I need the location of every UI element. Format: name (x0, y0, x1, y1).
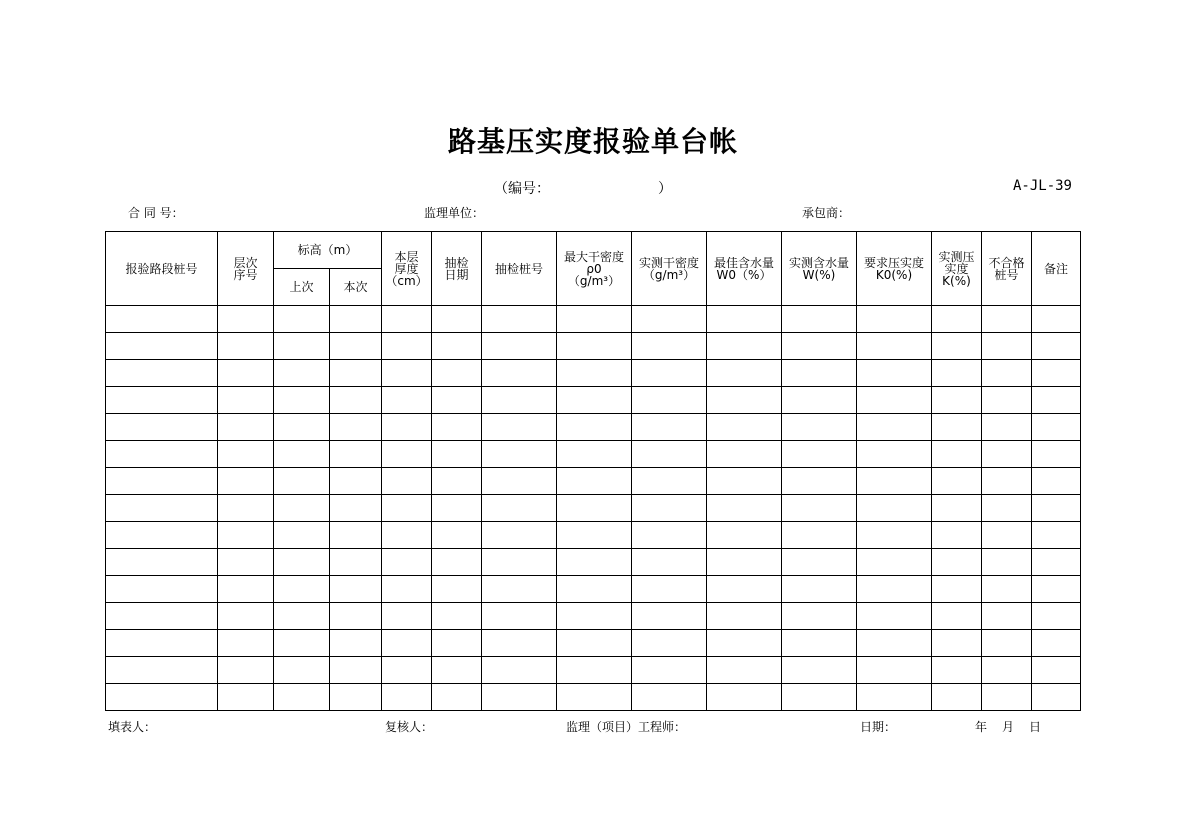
table-cell[interactable] (557, 549, 632, 576)
table-cell[interactable] (274, 387, 330, 414)
table-cell[interactable] (218, 630, 274, 657)
table-cell[interactable] (557, 387, 632, 414)
table-cell[interactable] (707, 684, 782, 711)
table-cell[interactable] (782, 387, 857, 414)
table-cell[interactable] (482, 441, 557, 468)
table-row (106, 360, 1081, 387)
table-cell[interactable] (857, 360, 932, 387)
table-cell[interactable] (707, 576, 782, 603)
table-cell[interactable] (932, 441, 982, 468)
table-cell[interactable] (982, 360, 1032, 387)
table-cell[interactable] (274, 522, 330, 549)
table-cell[interactable] (106, 630, 218, 657)
table-cell[interactable] (382, 630, 432, 657)
table-cell[interactable] (218, 495, 274, 522)
table-cell[interactable] (218, 603, 274, 630)
table-cell[interactable] (106, 603, 218, 630)
table-row (106, 522, 1081, 549)
table-body (106, 306, 1081, 711)
table-cell[interactable] (632, 576, 707, 603)
header-measured-water: 实测含水量 W(%) (782, 232, 857, 306)
table-cell[interactable] (106, 441, 218, 468)
table-cell[interactable] (106, 684, 218, 711)
table-cell[interactable] (707, 360, 782, 387)
table-cell[interactable] (782, 549, 857, 576)
table-cell[interactable] (330, 495, 382, 522)
table-cell[interactable] (557, 684, 632, 711)
table-cell[interactable] (330, 441, 382, 468)
table-cell[interactable] (857, 387, 932, 414)
form-number: A-JL-39 (1012, 178, 1072, 194)
table-cell[interactable] (218, 387, 274, 414)
code-label: （编号： (494, 181, 550, 197)
table-row (106, 333, 1081, 360)
table-cell[interactable] (432, 495, 482, 522)
table-cell[interactable] (982, 306, 1032, 333)
supervisor-label: 监理单位： (424, 206, 485, 220)
year-label: 年 (975, 720, 988, 734)
table-cell[interactable] (707, 414, 782, 441)
table-cell[interactable] (857, 306, 932, 333)
table-cell[interactable] (982, 468, 1032, 495)
table-cell[interactable] (274, 549, 330, 576)
table-cell[interactable] (432, 522, 482, 549)
table-cell[interactable] (482, 549, 557, 576)
table-cell[interactable] (932, 549, 982, 576)
filler-label: 填表人： (108, 720, 157, 734)
table-cell[interactable] (432, 603, 482, 630)
table-cell[interactable] (330, 360, 382, 387)
table-cell[interactable] (274, 306, 330, 333)
table-cell[interactable] (982, 522, 1032, 549)
table-cell[interactable] (274, 495, 330, 522)
table-cell[interactable] (982, 657, 1032, 684)
table-cell[interactable] (857, 576, 932, 603)
table-cell[interactable] (274, 603, 330, 630)
contract-label: 合 同 号： (128, 206, 184, 220)
table-cell[interactable] (382, 306, 432, 333)
table-cell[interactable] (932, 684, 982, 711)
table-cell[interactable] (1032, 522, 1081, 549)
table-cell[interactable] (330, 468, 382, 495)
header-max-density: 最大干密度 ρ0 （g/m³） (557, 232, 632, 306)
table-cell[interactable] (330, 414, 382, 441)
table-cell[interactable] (782, 441, 857, 468)
table-cell[interactable] (218, 549, 274, 576)
table-cell[interactable] (782, 468, 857, 495)
table-cell[interactable] (707, 522, 782, 549)
table-cell[interactable] (632, 603, 707, 630)
table-cell[interactable] (982, 576, 1032, 603)
table-cell[interactable] (106, 549, 218, 576)
table-cell[interactable] (432, 549, 482, 576)
table-cell[interactable] (782, 630, 857, 657)
table-cell[interactable] (330, 387, 382, 414)
table-cell[interactable] (330, 549, 382, 576)
table-cell[interactable] (1032, 657, 1081, 684)
table-cell[interactable] (557, 306, 632, 333)
code-row (0, 178, 1186, 198)
table-cell[interactable] (432, 360, 482, 387)
table-cell[interactable] (382, 360, 432, 387)
header-elev-curr: 本次 (330, 269, 382, 306)
table-cell[interactable] (932, 495, 982, 522)
table-row (106, 603, 1081, 630)
table-cell[interactable] (274, 360, 330, 387)
table-cell[interactable] (857, 414, 932, 441)
table-cell[interactable] (106, 468, 218, 495)
table-cell[interactable] (382, 468, 432, 495)
month-label: 月 (1002, 720, 1015, 734)
table-cell[interactable] (382, 441, 432, 468)
table-cell[interactable] (632, 522, 707, 549)
table-cell[interactable] (932, 360, 982, 387)
table-cell[interactable] (330, 657, 382, 684)
table-cell[interactable] (432, 684, 482, 711)
table-cell[interactable] (106, 387, 218, 414)
table-cell[interactable] (382, 414, 432, 441)
table-cell[interactable] (382, 333, 432, 360)
table-cell[interactable] (782, 495, 857, 522)
table-cell[interactable] (432, 468, 482, 495)
table-cell[interactable] (432, 657, 482, 684)
table-cell[interactable] (106, 657, 218, 684)
table-cell[interactable] (707, 306, 782, 333)
table-cell[interactable] (707, 549, 782, 576)
table-row (106, 630, 1081, 657)
table-cell[interactable] (482, 387, 557, 414)
table-cell[interactable] (857, 441, 932, 468)
code-close: ） (658, 181, 672, 197)
table-cell[interactable] (932, 603, 982, 630)
table-cell[interactable] (1032, 414, 1081, 441)
table-cell[interactable] (1032, 549, 1081, 576)
table-cell[interactable] (857, 522, 932, 549)
table-cell[interactable] (982, 441, 1032, 468)
table-cell[interactable] (106, 522, 218, 549)
table-row (106, 306, 1081, 333)
table-cell[interactable] (932, 630, 982, 657)
table-cell[interactable] (1032, 387, 1081, 414)
table-cell[interactable] (632, 684, 707, 711)
table-cell[interactable] (932, 576, 982, 603)
table-cell[interactable] (932, 333, 982, 360)
table-cell[interactable] (330, 684, 382, 711)
header-fail-station: 不合格 桩号 (982, 232, 1032, 306)
table-cell[interactable] (106, 414, 218, 441)
table-cell[interactable] (1032, 306, 1081, 333)
table-cell[interactable] (932, 468, 982, 495)
table-cell[interactable] (1032, 603, 1081, 630)
table-cell[interactable] (482, 468, 557, 495)
day-label: 日 (1029, 720, 1042, 734)
table-cell[interactable] (106, 360, 218, 387)
table-cell[interactable] (707, 333, 782, 360)
table-cell[interactable] (557, 441, 632, 468)
table-cell[interactable] (557, 414, 632, 441)
table-cell[interactable] (932, 387, 982, 414)
table-cell[interactable] (857, 468, 932, 495)
table-cell[interactable] (782, 306, 857, 333)
header-layer: 层次 序号 (218, 232, 274, 306)
header-remark: 备注 (1032, 232, 1081, 306)
page-title: 路基压实度报验单台帐 (447, 125, 738, 158)
table-cell[interactable] (632, 360, 707, 387)
table-cell[interactable] (482, 630, 557, 657)
table-cell[interactable] (432, 630, 482, 657)
table-cell[interactable] (857, 603, 932, 630)
header-date: 抽检 日期 (432, 232, 482, 306)
table-cell[interactable] (982, 603, 1032, 630)
table-cell[interactable] (857, 549, 932, 576)
table-cell[interactable] (982, 684, 1032, 711)
table-cell[interactable] (330, 306, 382, 333)
table-cell[interactable] (857, 495, 932, 522)
table-cell[interactable] (382, 657, 432, 684)
table-cell[interactable] (1032, 468, 1081, 495)
table-cell[interactable] (382, 495, 432, 522)
table-cell[interactable] (482, 576, 557, 603)
table-row (106, 414, 1081, 441)
table-cell[interactable] (432, 414, 482, 441)
table-cell[interactable] (557, 468, 632, 495)
date-label: 日期： (860, 720, 897, 734)
table-cell[interactable] (982, 333, 1032, 360)
table-cell[interactable] (632, 630, 707, 657)
table-cell[interactable] (330, 333, 382, 360)
table-cell[interactable] (707, 630, 782, 657)
table-cell[interactable] (557, 495, 632, 522)
table-cell[interactable] (432, 441, 482, 468)
table-cell[interactable] (857, 630, 932, 657)
table-cell[interactable] (782, 684, 857, 711)
table-cell[interactable] (557, 360, 632, 387)
table-cell[interactable] (382, 522, 432, 549)
table-cell[interactable] (382, 387, 432, 414)
table-cell[interactable] (106, 306, 218, 333)
table-row (106, 495, 1081, 522)
header-row-1 (106, 232, 1081, 269)
table-cell[interactable] (274, 576, 330, 603)
table-cell[interactable] (432, 576, 482, 603)
table-row (106, 441, 1081, 468)
table-cell[interactable] (330, 603, 382, 630)
header-measured-compaction: 实测压 实度 K(%) (932, 232, 982, 306)
table-cell[interactable] (482, 306, 557, 333)
table-cell[interactable] (982, 630, 1032, 657)
table-cell[interactable] (274, 468, 330, 495)
table-cell[interactable] (432, 306, 482, 333)
table-row (106, 387, 1081, 414)
table-cell[interactable] (218, 468, 274, 495)
table-cell[interactable] (782, 522, 857, 549)
table-cell[interactable] (218, 441, 274, 468)
engineer-label: 监理（项目）工程师： (566, 720, 687, 734)
table-cell[interactable] (557, 630, 632, 657)
table-cell[interactable] (218, 684, 274, 711)
header-opt-water: 最佳含水量 W0（%） (707, 232, 782, 306)
header-thickness: 本层 厚度 （cm） (382, 232, 432, 306)
table-cell[interactable] (432, 387, 482, 414)
table-cell[interactable] (106, 495, 218, 522)
table-cell[interactable] (218, 306, 274, 333)
table-cell[interactable] (982, 549, 1032, 576)
table-cell[interactable] (218, 360, 274, 387)
table-cell[interactable] (707, 387, 782, 414)
table-cell[interactable] (274, 441, 330, 468)
table-cell[interactable] (557, 522, 632, 549)
table-cell[interactable] (857, 657, 932, 684)
table-cell[interactable] (782, 576, 857, 603)
table-cell[interactable] (218, 333, 274, 360)
table-cell[interactable] (707, 657, 782, 684)
table-cell[interactable] (482, 333, 557, 360)
table-cell[interactable] (382, 576, 432, 603)
table-cell[interactable] (782, 603, 857, 630)
table-cell[interactable] (274, 414, 330, 441)
table-cell[interactable] (482, 360, 557, 387)
table-cell[interactable] (218, 522, 274, 549)
table-cell[interactable] (482, 657, 557, 684)
header-elev-prev: 上次 (274, 269, 330, 306)
header-measured-density: 实测干密度 （g/m³） (632, 232, 707, 306)
table-cell[interactable] (482, 414, 557, 441)
table-cell[interactable] (782, 360, 857, 387)
reviewer-label: 复核人： (385, 720, 434, 734)
table-cell[interactable] (557, 333, 632, 360)
table-cell[interactable] (632, 468, 707, 495)
table-cell[interactable] (632, 657, 707, 684)
table-cell[interactable] (1032, 684, 1081, 711)
table-cell[interactable] (274, 630, 330, 657)
table-cell[interactable] (632, 333, 707, 360)
table-cell[interactable] (106, 576, 218, 603)
table-cell[interactable] (707, 603, 782, 630)
table-cell[interactable] (932, 522, 982, 549)
table-cell[interactable] (557, 576, 632, 603)
table-cell[interactable] (632, 387, 707, 414)
table-cell[interactable] (982, 387, 1032, 414)
header-sample-station: 抽检桩号 (482, 232, 557, 306)
table-cell[interactable] (274, 657, 330, 684)
table-cell[interactable] (1032, 630, 1081, 657)
table-cell[interactable] (330, 576, 382, 603)
table-cell[interactable] (982, 495, 1032, 522)
table-cell[interactable] (1032, 333, 1081, 360)
table-cell[interactable] (782, 657, 857, 684)
table-cell[interactable] (482, 684, 557, 711)
table-cell[interactable] (106, 333, 218, 360)
table-row (106, 549, 1081, 576)
table-row (106, 657, 1081, 684)
contractor-label: 承包商： (802, 206, 851, 220)
table-cell[interactable] (1032, 495, 1081, 522)
table-cell[interactable] (482, 603, 557, 630)
table-cell[interactable] (1032, 441, 1081, 468)
table-cell[interactable] (632, 495, 707, 522)
table-cell[interactable] (782, 414, 857, 441)
ledger-table (105, 231, 1081, 711)
table-cell[interactable] (274, 684, 330, 711)
table-cell[interactable] (382, 684, 432, 711)
header-required-compaction: 要求压实度 K0(%) (857, 232, 932, 306)
table-cell[interactable] (932, 657, 982, 684)
table-cell[interactable] (632, 414, 707, 441)
table-cell[interactable] (218, 657, 274, 684)
table-cell[interactable] (274, 333, 330, 360)
table-row (106, 576, 1081, 603)
table-cell[interactable] (707, 468, 782, 495)
table-cell[interactable] (1032, 360, 1081, 387)
table-row (106, 684, 1081, 711)
table-cell[interactable] (857, 333, 932, 360)
table-cell[interactable] (218, 414, 274, 441)
table-row (106, 468, 1081, 495)
table-cell[interactable] (932, 306, 982, 333)
table-cell[interactable] (982, 414, 1032, 441)
table-cell[interactable] (557, 603, 632, 630)
table-cell[interactable] (382, 549, 432, 576)
table-cell[interactable] (482, 522, 557, 549)
table-cell[interactable] (782, 333, 857, 360)
table-cell[interactable] (632, 441, 707, 468)
table-cell[interactable] (632, 306, 707, 333)
table-cell[interactable] (330, 630, 382, 657)
table-cell[interactable] (218, 576, 274, 603)
table-cell[interactable] (382, 603, 432, 630)
table-cell[interactable] (432, 333, 482, 360)
header-elevation: 标高（m） (274, 232, 382, 269)
table-cell[interactable] (482, 495, 557, 522)
table-cell[interactable] (932, 414, 982, 441)
table-cell[interactable] (857, 684, 932, 711)
table-cell[interactable] (632, 549, 707, 576)
header-station: 报验路段桩号 (106, 232, 218, 306)
table-cell[interactable] (330, 522, 382, 549)
table-cell[interactable] (707, 441, 782, 468)
table-cell[interactable] (707, 495, 782, 522)
table-cell[interactable] (1032, 576, 1081, 603)
table-cell[interactable] (557, 657, 632, 684)
